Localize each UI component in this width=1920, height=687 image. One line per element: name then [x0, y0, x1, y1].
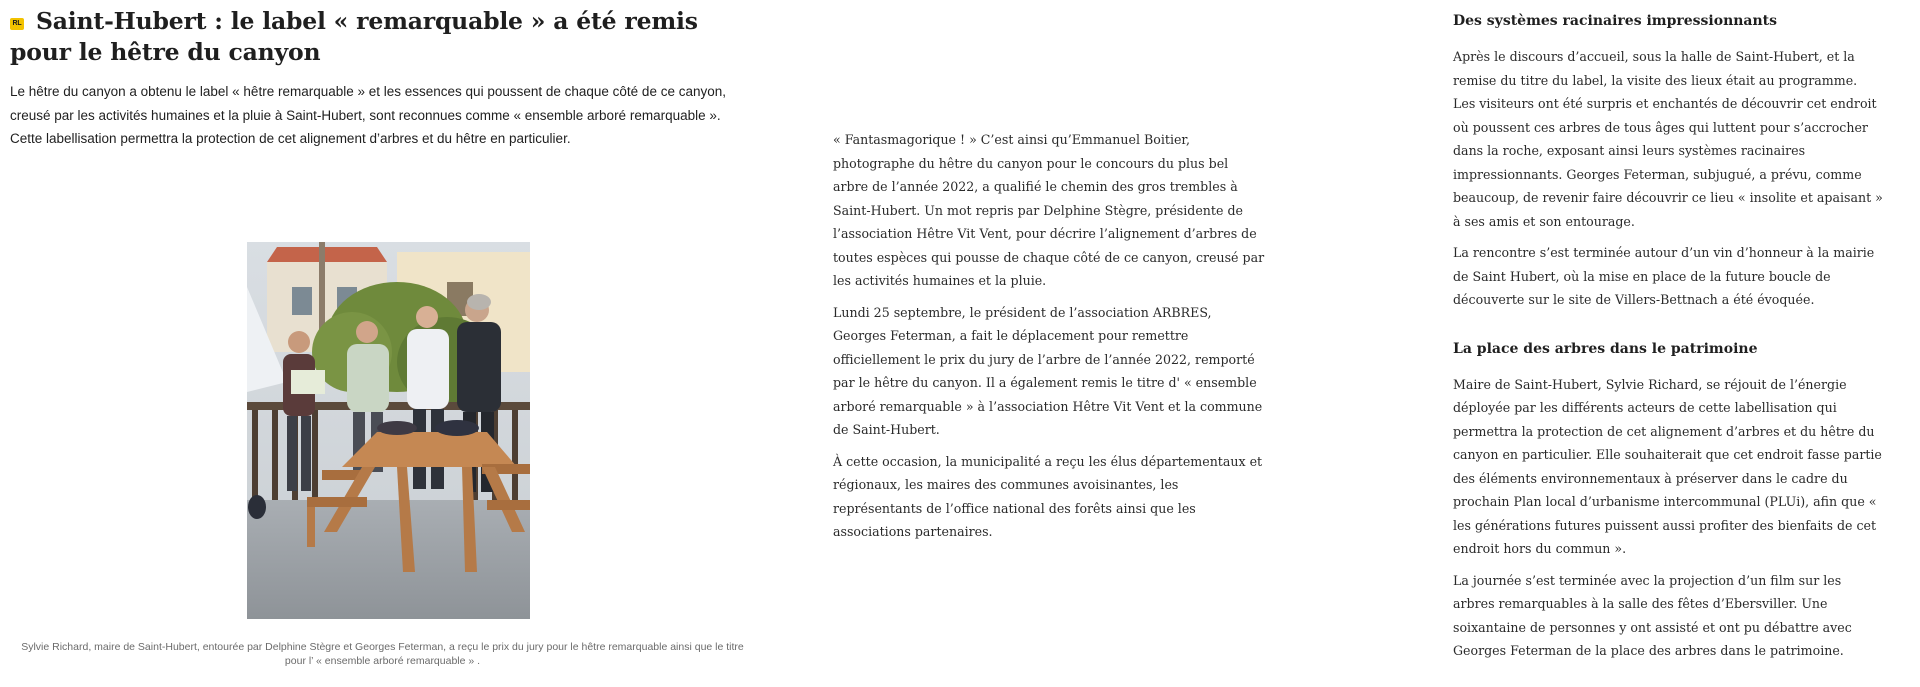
- paragraph-4: Après le discours d’accueil, sous la halle de Saint-Hubert, et la remise du titre du label, la visite des lieux était au programme. Les visiteurs ont été surpris et enchantés de découvrir cet endroit où poussent ces arbres de tous âges qui luttent pour s’accrocher dans la roche, exposant ainsi leurs systèmes racinaires impressionnants. Georges Feterman, subjugué, a prévu, comme beaucoup, de revenir faire découvrir ce lieu « insolite et apaisant » à ses amis et son entourage.: [1453, 49, 1883, 229]
- subheading-heritage: La place des arbres dans le patrimoine: [1453, 340, 1758, 357]
- paragraph-6: Maire de Saint-Hubert, Sylvie Richard, se réjouit de l’énergie déployée par les différents acteurs de cette labellisation qui permettra la protection de cet alignement d’arbres et du hêtre du canyon en particulier. Elle souhaiterait que cet endroit fasse partie des éléments environnementaux à préserver dans le cadre du prochain Plan local d’urbanisme intercommunal (PLUi), afin que « les générations futures puissent aussi profiter des bienfaits de cet endroit hors du commun ».: [1453, 376, 1882, 556]
- paragraph-2: Lundi 25 septembre, le président de l’association ARBRES, Georges Feterman, a fait le déplacement pour remettre officiellement le prix du jury de l’arbre de l’année 2022, remporté par le hêtre du canyon. Il a également remis le titre d' « ensemble arboré remarquable » à l’association Hêtre Vit Vent et la commune de Saint-Hubert.: [833, 304, 1263, 437]
- newspaper-logo: RL: [10, 18, 24, 30]
- article-column-2: [833, 128, 1265, 552]
- paragraph-3: À cette occasion, la municipalité a reçu les élus départementaux et régionaux, les maires des communes avoisinantes, les représentants de l’office national des forêts ainsi que les associations partenaires.: [833, 453, 1263, 539]
- article-column-3: [1453, 10, 1883, 671]
- article-title: [10, 6, 755, 68]
- photo-caption: Sylvie Richard, maire de Saint-Hubert, entourée par Delphine Stègre et Georges Feterman, a reçu le prix du jury pour le hêtre remarquable ainsi que le titre pour l’ « ensemble arboré remarquable » .: [21, 641, 744, 667]
- article-photo: [247, 242, 530, 619]
- article-title-text: Saint-Hubert : le label « remarquable » a été remis pour le hêtre du canyon: [10, 7, 698, 66]
- article-lead: Le hêtre du canyon a obtenu le label « hêtre remarquable » et les essences qui poussent de chaque côté de ce canyon, creusé par les activités humaines et la pluie à Saint-Hubert, sont reconnues comme « ensemble arboré remarquable ». Cette labellisation permettra la protection de cet alignement d’arbres et du hêtre en particulier.: [10, 84, 726, 146]
- paragraph-1: « Fantasmagorique ! » C’est ainsi qu’Emmanuel Boitier, photographe du hêtre du canyon pour le concours du plus bel arbre de l’année 2022, a qualifié le chemin des gros trembles à Saint-Hubert. Un mot repris par Delphine Stègre, présidente de l’association Hêtre Vit Vent, pour décrire l’alignement d’arbres de toutes espèces qui pousse de chaque côté de ce canyon, creusé par les activités humaines et la pluie.: [833, 132, 1265, 288]
- subheading-root-systems: Des systèmes racinaires impressionnants: [1453, 13, 1778, 29]
- paragraph-7: La journée s’est terminée avec la projection d’un film sur les arbres remarquables à la salle des fêtes d’Ebersviller. Une soixantaine de personnes y ont assisté et ont pu débattre avec Georges Feterman de la place des arbres dans le patrimoine.: [1453, 572, 1852, 658]
- photo-illustration: [247, 242, 530, 619]
- paragraph-5: La rencontre s’est terminée autour d’un vin d’honneur à la mairie de Saint Hubert, où la mise en place de la future boucle de découverte sur le site de Villers-Bettnach a été évoquée.: [1453, 245, 1875, 307]
- article-header: [10, 6, 755, 151]
